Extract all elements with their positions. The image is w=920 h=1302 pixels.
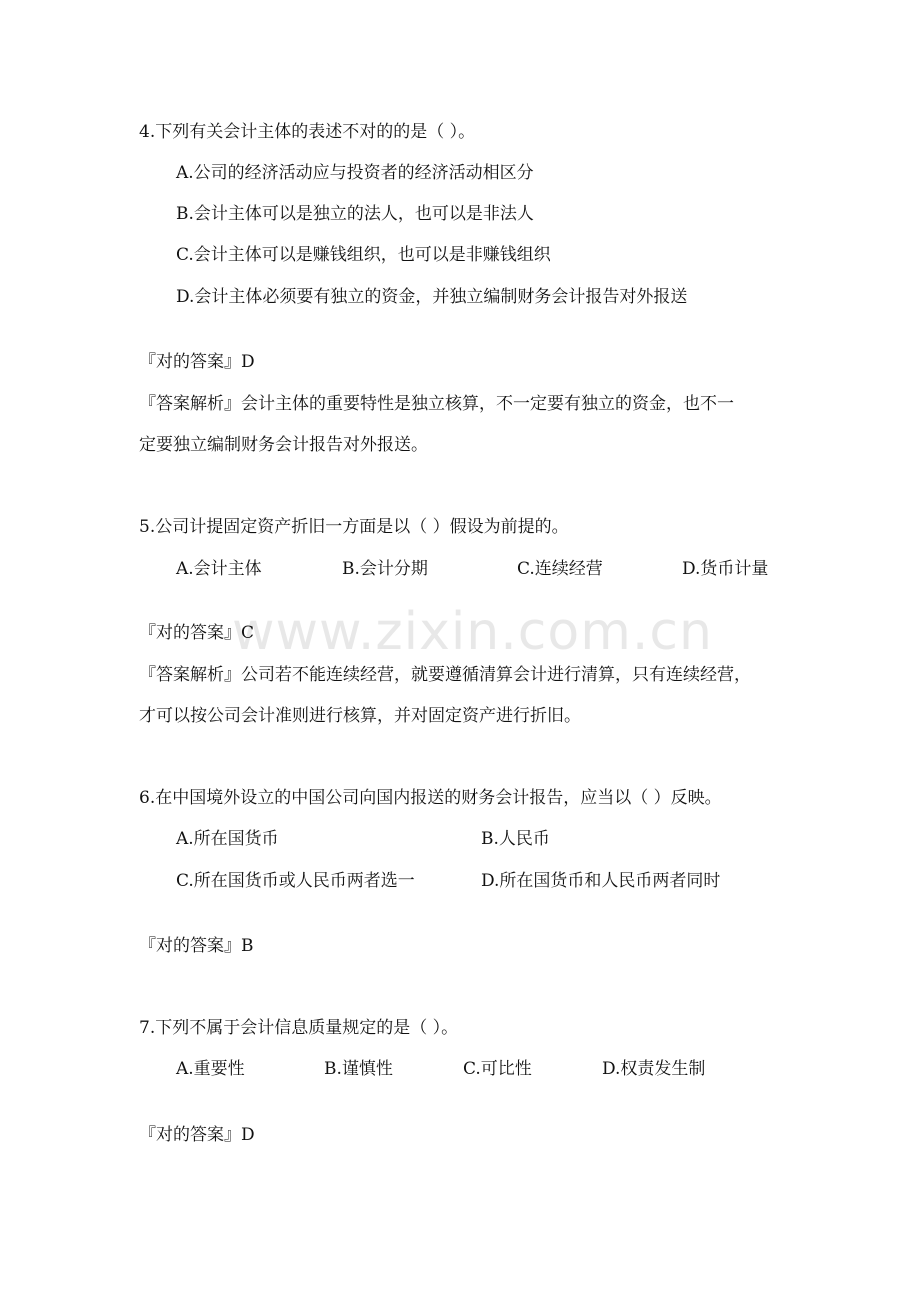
question-stem: 7.下列不属于会计信息质量规定的是（ ）。 <box>139 1018 459 1038</box>
option-d: D.货币计量 <box>682 559 769 579</box>
option-b: B.人民币 <box>481 829 550 849</box>
watermark: www.zixin.com.cn <box>232 602 713 662</box>
correct-answer: 『对的答案』B <box>139 936 254 956</box>
correct-answer: 『对的答案』D <box>139 352 255 372</box>
question-stem: 4.下列有关会计主体的表述不对的的是（ ）。 <box>139 122 476 142</box>
option-b: B.谨慎性 <box>324 1059 393 1079</box>
answer-analysis-line: 『答案解析』会计主体的重要特性是独立核算，不一定要有独立的资金，也不一 <box>139 394 734 414</box>
option-c: C.可比性 <box>463 1059 532 1079</box>
option-a: A.公司的经济活动应与投资者的经济活动相区分 <box>176 163 534 183</box>
answer-analysis-line: 才可以按公司会计准则进行核算，并对固定资产进行折旧。 <box>139 706 581 726</box>
option-c: C.所在国货币或人民币两者选一 <box>176 871 415 891</box>
question-stem: 6.在中国境外设立的中国公司向国内报送的财务会计报告，应当以（ ）反映。 <box>139 788 722 808</box>
option-c: C.会计主体可以是赚钱组织，也可以是非赚钱组织 <box>176 245 551 265</box>
option-b: B.会计分期 <box>342 559 428 579</box>
option-a: A.所在国货币 <box>176 829 279 849</box>
option-b: B.会计主体可以是独立的法人，也可以是非法人 <box>176 204 534 224</box>
question-stem: 5.公司计提固定资产折旧一方面是以（ ）假设为前提的。 <box>139 517 569 537</box>
answer-analysis-line: 定要独立编制财务会计报告对外报送。 <box>139 435 428 455</box>
option-d: D.所在国货币和人民币两者同时 <box>481 871 721 891</box>
correct-answer: 『对的答案』D <box>139 1125 255 1145</box>
option-d: D.权责发生制 <box>602 1059 706 1079</box>
correct-answer: 『对的答案』C <box>139 623 255 643</box>
option-c: C.连续经营 <box>517 559 603 579</box>
option-d: D.会计主体必须要有独立的资金，并独立编制财务会计报告对外报送 <box>176 287 688 307</box>
option-a: A.会计主体 <box>176 559 262 579</box>
option-a: A.重要性 <box>176 1059 245 1079</box>
answer-analysis-line: 『答案解析』公司若不能连续经营，就要遵循清算会计进行清算，只有连续经营， <box>139 665 751 685</box>
